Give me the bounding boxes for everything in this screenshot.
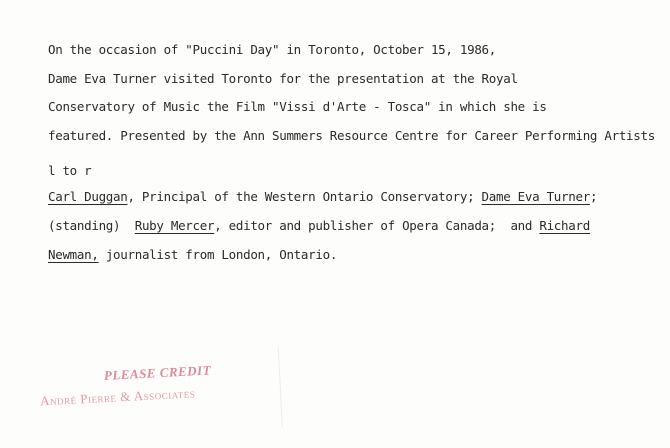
person-name-ruby-mercer: Ruby Mercer <box>134 218 215 233</box>
caption-line-4: featured. Presented by the Ann Summers Resource Centre for Career Performing Artists <box>48 128 655 143</box>
caption-line-2: Dame Eva Turner visited Toronto for the presentation at the Royal <box>48 71 518 86</box>
caption-text: , Principal of the Western Ontario Conservatory; <box>127 189 482 204</box>
caption-line-5: l to r <box>48 163 92 178</box>
caption-text: , editor and publisher of Opera Canada; and <box>214 218 540 233</box>
caption-line-1: On the occasion of "Puccini Day" in Toronto, October 15, 1986, <box>48 42 496 57</box>
person-name-newman: Newman, <box>48 247 99 262</box>
credit-stamp <box>28 347 283 440</box>
caption-line-6 <box>48 189 597 205</box>
caption-text: (standing) <box>48 218 135 233</box>
person-name-carl-duggan: Carl Duggan <box>48 189 128 204</box>
caption-text: ; <box>589 189 598 204</box>
stamp-photographer-credit: André Pierre & Associates <box>39 385 196 409</box>
caption-line-3: Conservatory of Music the Film "Vissi d'Arte - Tosca" in which she is <box>48 99 547 114</box>
person-name-dame-eva-turner: Dame Eva Turner <box>481 189 590 204</box>
stamp-please-credit: PLEASE CREDIT <box>103 362 212 384</box>
person-name-richard: Richard <box>539 218 590 233</box>
caption-line-8 <box>48 247 337 263</box>
caption-text: journalist from London, Ontario. <box>98 247 338 262</box>
caption-line-7 <box>48 218 590 234</box>
